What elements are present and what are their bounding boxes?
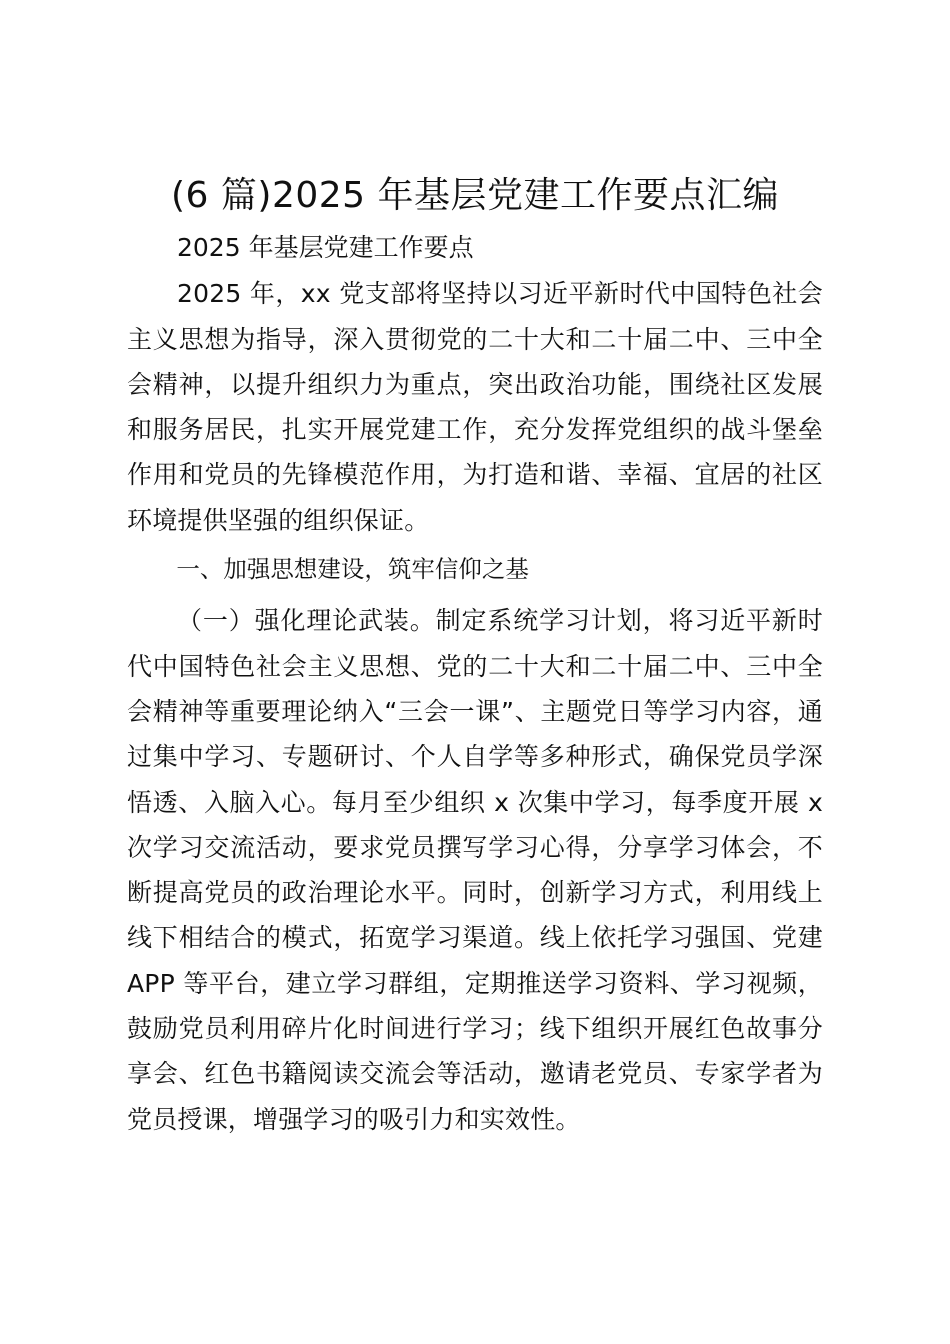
section-paragraph: （一）强化理论武装。制定系统学习计划，将习近平新时代中国特色社会主义思想、党的二十大和二十届二中、三中全会精神等重要理论纳入“三会一课”、主题党日等学习内容，通过集中学习、专题研讨、个人自学等多种形式，确保党员学深悟透、入脑入心。每月至少组织 x 次集中学习，每季度开展 x 次学习交流活动，要求党员撰写学习心得，分享学习体会，不断提高党员的政治理论水平。同时，创新学习方式，利用线上线下相结合的模式，拓宽学习渠道。线上依托学习强国、党建 APP 等平台，建立学习群组，定期推送学习资料、学习视频，鼓励党员利用碎片化时间进行学习；线下组织开展红色故事分享会、红色书籍阅读交流会等活动，邀请老党员、专家学者为党员授课，增强学习的吸引力和实效性。 bbox=[127, 606, 823, 1134]
section-heading: 一、加强思想建设，筑牢信仰之基 bbox=[176, 555, 529, 584]
document-subtitle: 2025 年基层党建工作要点 bbox=[177, 233, 474, 262]
document-title: (6 篇)2025 年基层党建工作要点汇编 bbox=[171, 175, 779, 216]
intro-paragraph: 2025 年，xx 党支部将坚持以习近平新时代中国特色社会主义思想为指导，深入贯彻党的二十大和二十届二中、三中全会精神，以提升组织力为重点，突出政治功能，围绕社区发展和服务居民，扎实开展党建工作，充分发挥党组织的战斗堡垒作用和党员的先锋模范作用，为打造和谐、幸福、宜居的社区环境提供坚强的组织保证。 bbox=[127, 279, 823, 535]
document-body bbox=[127, 225, 823, 1142]
